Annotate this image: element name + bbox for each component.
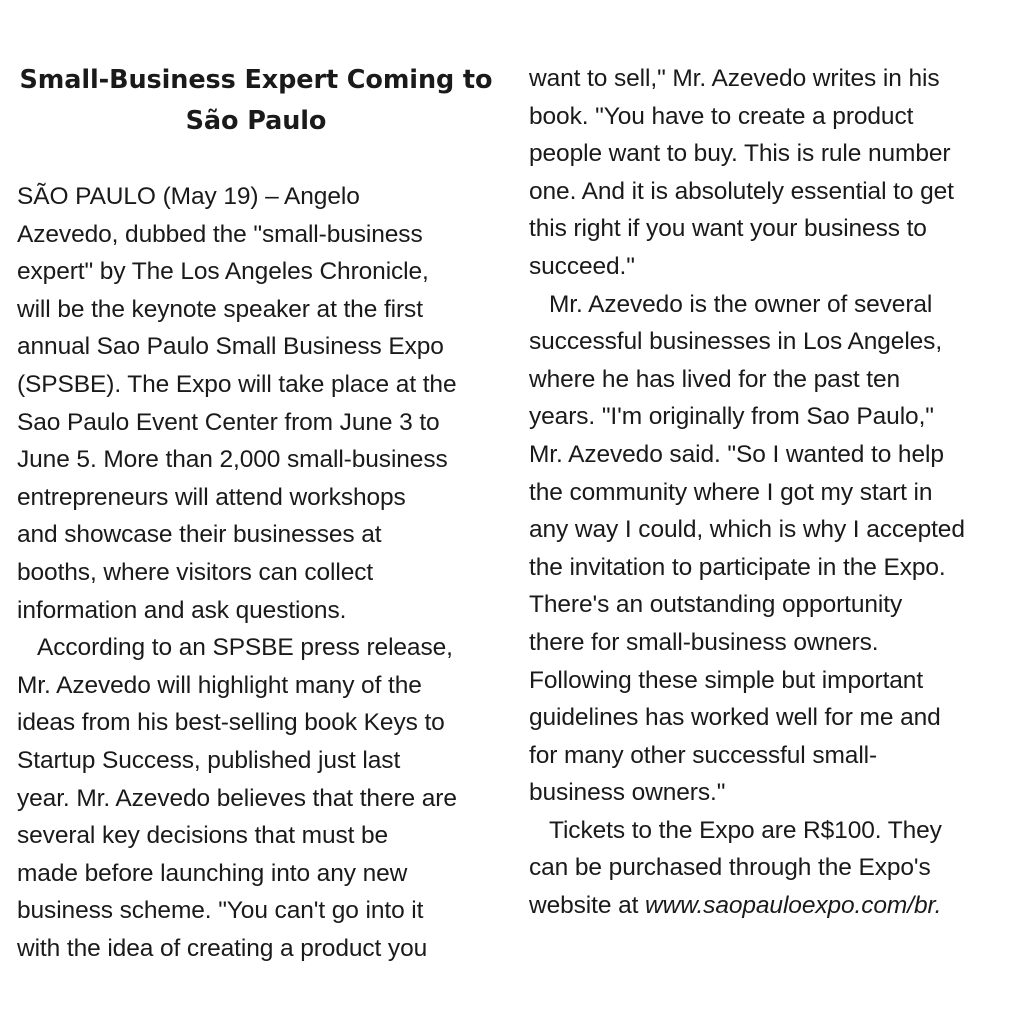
text-line: June 5. More than 2,000 small-business [17,446,448,474]
text-line: annual Sao Paulo Small Business Expo [17,333,444,361]
text-line: can be purchased through the Expo's [529,854,931,882]
text-line: with the idea of creating a product you [17,934,428,962]
text-line: guidelines has worked well for me and [529,704,941,732]
paragraph-quote-continued [529,60,1014,286]
paragraph-owner-background [529,286,1014,812]
text-line: and showcase their businesses at [17,521,382,549]
text-line: ideas from his best-selling book Keys to [17,709,445,737]
paragraph-intro [17,178,502,629]
text-line: made before launching into any new [17,859,408,887]
paragraph-tickets [529,812,1014,925]
text-line: several key decisions that must be [17,822,389,850]
text-line: According to an SPSBE press release, [37,634,453,662]
text-line: any way I could, which is why I accepted [529,516,965,544]
text-line: Azevedo, dubbed the "small-business [17,220,423,248]
text-line: business scheme. "You can't go into it [17,897,424,925]
text-line: Tickets to the Expo are R$100. They [549,816,942,844]
text-line: There's an outstanding opportunity [529,591,903,619]
article-headline [17,60,495,142]
expo-website-url: www.saopauloexpo.com/br. [645,892,942,920]
text-line: Startup Success, published just last [17,746,401,774]
text-line: successful businesses in Los Angeles, [529,328,943,356]
text-line: one. And it is absolutely essential to get [529,177,954,205]
text-line: people want to buy. This is rule number [529,140,951,168]
left-column [17,60,502,967]
text-line: Mr. Azevedo said. "So I wanted to help [529,440,944,468]
right-column [529,60,1014,925]
text-line: entrepreneurs will attend workshops [17,483,406,511]
text-line: for many other successful small- [529,741,878,769]
text-line: the invitation to participate in the Expo. [529,553,946,581]
text-line: (SPSBE). The Expo will take place at the [17,370,457,398]
text-line: Mr. Azevedo is the owner of several [549,290,933,318]
url-prefix: website at [529,892,646,920]
text-line: SÃO PAULO (May 19) – Angelo [17,183,360,210]
paragraph-press-release [17,629,502,967]
text-line: will be the keynote speaker at the first [17,295,423,323]
text-line: business owners." [529,779,726,807]
text-line: want to sell," Mr. Azevedo writes in his [529,65,940,92]
text-line: Following these simple but important [529,666,924,694]
headline-line-2: São Paulo [185,106,327,136]
text-line: expert" by The Los Angeles Chronicle, [17,258,429,286]
text-line: the community where I got my start in [529,478,933,506]
text-line: booths, where visitors can collect [17,558,374,586]
text-line: there for small-business owners. [529,628,879,656]
text-line: succeed." [529,252,635,280]
text-line-url [529,887,1014,925]
text-line: information and ask questions. [17,596,347,624]
text-line: Mr. Azevedo will highlight many of the [17,671,422,699]
text-line: years. "I'm originally from Sao Paulo," [529,403,934,431]
text-line: where he has lived for the past ten [529,365,901,393]
text-line: year. Mr. Azevedo believes that there are [17,784,457,812]
text-line: book. "You have to create a product [529,102,914,130]
headline-line-1: Small-Business Expert Coming to [19,65,493,95]
text-line: Sao Paulo Event Center from June 3 to [17,408,440,436]
text-line: this right if you want your business to [529,215,927,243]
